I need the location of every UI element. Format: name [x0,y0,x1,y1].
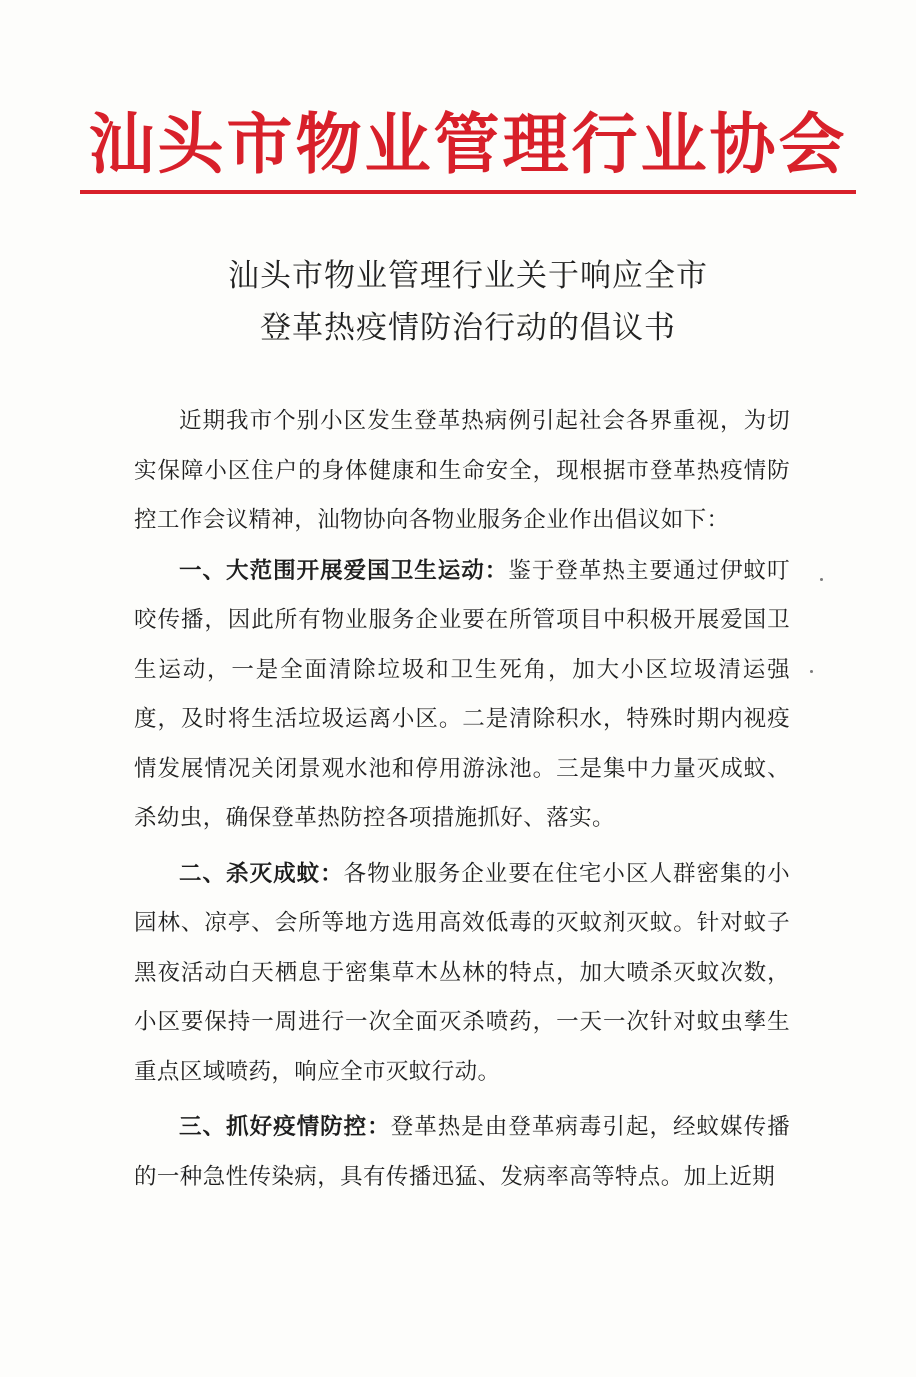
section-1-paragraph [134,547,790,844]
section-1-heading: 一、大范围开展爱国卫生运动： [179,557,509,584]
section-2-heading: 二、杀灭成蚊： [179,860,344,887]
scan-speck [820,578,823,581]
section-3-heading: 三、抓好疫情防控： [179,1114,391,1140]
section-2-text: 各物业服务企业要在住宅小区人群密集的小园林、凉亭、会所等地方选用高效低毒的灭蚊剂灭蚊。针对蚊子黑夜活动白天栖息于密集草木丛林的特点，加大喷杀灭蚊次数，小区要保持一周进行一次全面灭杀喷药，一天一次针对蚊虫孳生重点区域喷药，响应全市灭蚊行动。 [134,860,790,1085]
section-3-paragraph [134,1103,790,1202]
scan-speck [810,670,813,673]
section-1-text: 鉴于登革热主要通过伊蚊叮咬传播，因此所有物业服务企业要在所管项目中积极开展爱国卫生运动，一是全面清除垃圾和卫生死角，加大小区垃圾清运强度，及时将生活垃圾运离小区。二是清除积水，特殊时期内视疫情发展情况关闭景观水池和停用游泳池。三是集中力量灭成蚊、杀幼虫，确保登革热防控各项措施抓好、落实。 [134,557,790,831]
document-title-line-1: 汕头市物业管理行业关于响应全市 [228,258,708,294]
letterhead-red-rule [80,190,856,194]
letterhead-title: 汕头市物业管理行业协会 [88,105,848,183]
section-3-text: 登革热是由登革病毒引起，经蚊媒传播的一种急性传染病，具有传播迅猛、发病率高等特点。加上近期 [134,1114,790,1190]
document-title-line-2: 登革热疫情防治行动的倡议书 [260,310,676,346]
intro-paragraph: 近期我市个别小区发生登革热病例引起社会各界重视，为切实保障小区住户的身体健康和生命安全，现根据市登革热疫情防控工作会议精神，汕物协向各物业服务企业作出倡议如下： [134,408,790,533]
document-body [134,397,790,1203]
section-2-paragraph [134,850,790,1098]
